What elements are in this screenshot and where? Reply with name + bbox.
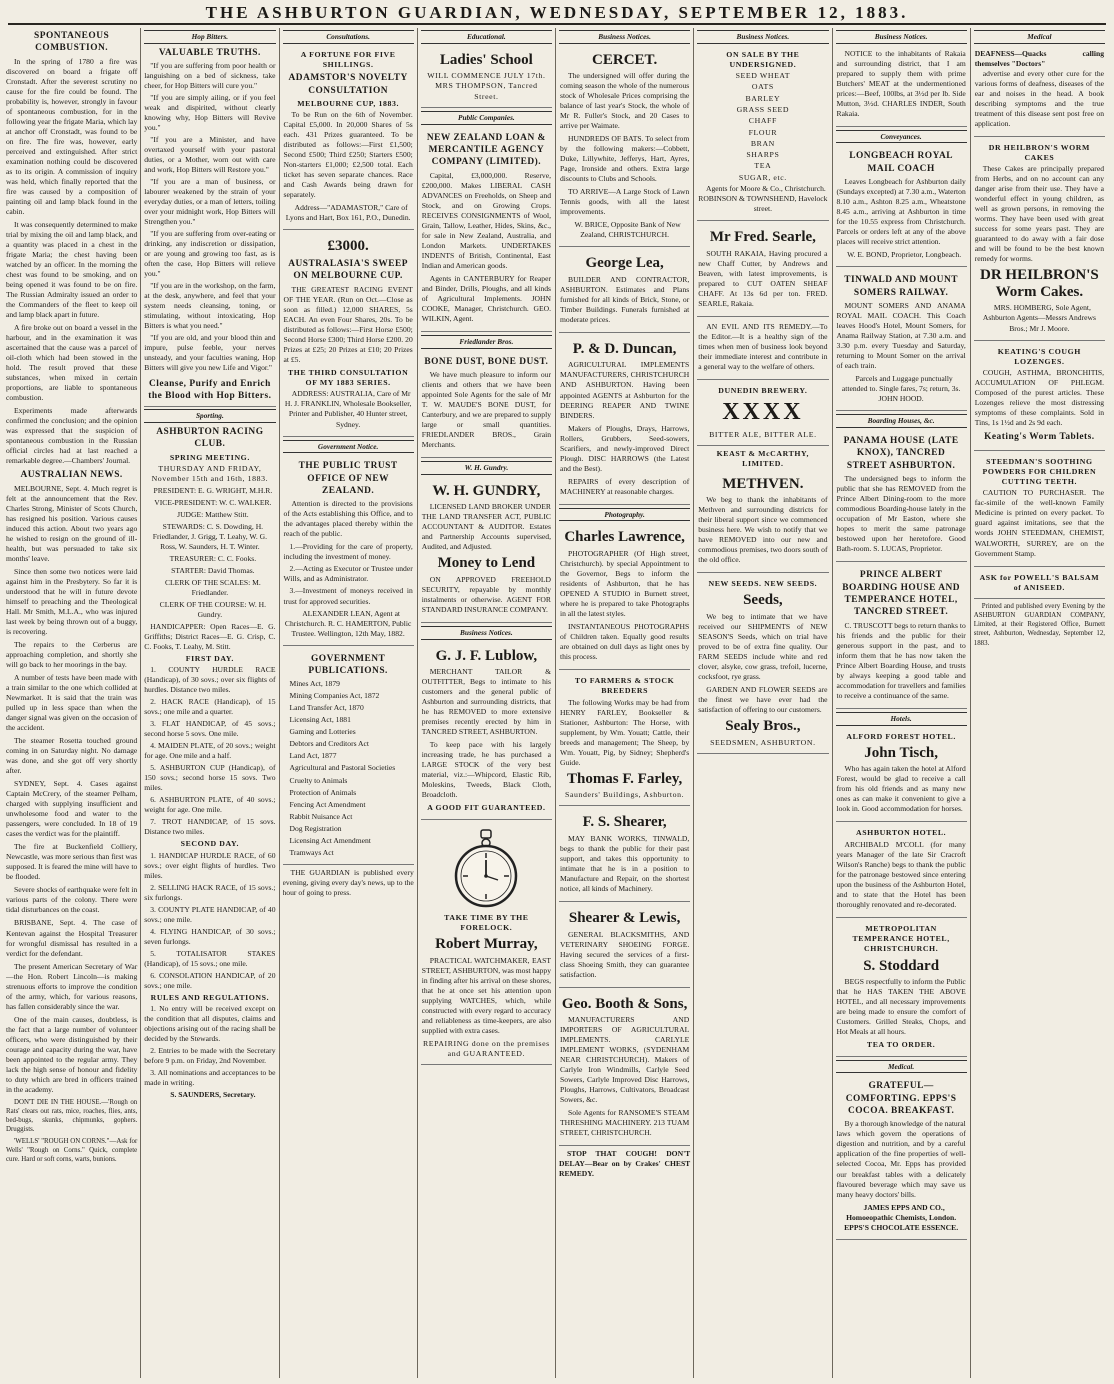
section-header: Educational. (421, 30, 552, 44)
race: 5. TOTALISATOR STAKES (Handicap), of 15 sovs.; one mile. (144, 948, 276, 968)
publication: Gaming and Lotteries (289, 727, 356, 737)
race: 2. HACK RACE (Handicap), of 15 sovs.; one mile and a quarter. (144, 697, 276, 717)
article-paragraph: Experiments made afterwards confirmed the conclusion; and the opinion was expressed that the suspicion of spontaneous combustion in the Russian official circles had at last reached a remarkable degree.—Chambers' Journal. (6, 406, 138, 466)
official: STEWARDS: C. S. Dowding, H. Friedlander, J. Grigg, T. Leahy, W. G. Ross, W. Saunders, H. T. Winter. (152, 521, 268, 551)
seed-item: SEED WHEAT (735, 71, 791, 81)
ad-body: MOUNT SOMERS AND ANAMA ROYAL MAIL COACH. This Coach leaves Hood's Hotel, Mount Somers, for Anama Railway Station, at 7.30 a.m. and 3.30 p.m. every Tuesday and Saturday, returning to Mount Somer on the arrival of each train. (836, 301, 966, 371)
ad-line: "If you are suffering from over-eating or drinking, any indiscretion or dissipation, or are young and growing too fast, as is often the case, Hop Bitters will relieve you." (144, 229, 276, 279)
signature: MRS. HOMBERG, Sole Agent, Ashburton Agents—Messrs Andrews Bros.; Mr J. Moore. (982, 303, 1096, 333)
news-paragraph: The repairs to the Cerberus are approaching completion, and shortly she will go back to her moorings in the bay. (6, 640, 138, 670)
footer-ad: 'WELLS' "ROUGH ON CORNS."—Ask for Wells' "Rough on Corns." Quick, complete cure. Hard or soft corns, warts, bunions. (6, 1138, 138, 1164)
ad-worm-cakes (974, 140, 1105, 341)
column-4 (421, 28, 556, 1378)
ad-body: Attention is directed to the provisions of the Acts establishing this Office, and to the advantages placed thereby within the reach of the public. (283, 499, 413, 539)
official: JUDGE: Matthew Stitt. (177, 509, 249, 519)
ad-body: NOTICE to the inhabitants of Rakaia and surrounding district, that I am prepared to supply them with prime Butchers' MEAT at the undermentioned prices:—Beef, 100lbs, at 3½d per lb. Side Mutton, 3½d. CHARLES INDER, South Rakaia. (836, 48, 966, 118)
official: PRESIDENT: E. G. WRIGHT, M.H.R. (153, 485, 273, 495)
signature: JAMES EPPS AND CO., Homoeopathic Chemists, London. EPPS'S CHOCOLATE ESSENCE. (844, 1202, 959, 1232)
section-header: Business Notices. (836, 30, 967, 44)
ad-slogan: Cleanse, Purify and Enrich the Blood with Hop Bitters. (144, 376, 275, 408)
column-3 (283, 28, 418, 1378)
ad-duncan (559, 336, 690, 505)
section-header: Friedlander Bros. (421, 335, 552, 349)
race: 6. ASHBURTON PLATE, of 40 sovs.; weight for age. One mile. (144, 795, 276, 815)
ad-note: A GOOD FIT GUARANTEED. (427, 803, 546, 813)
ad-note: REPAIRING done on the premises and GUARANTEED. (422, 1038, 550, 1059)
ad-title: NEW SEEDS. NEW SEEDS. (708, 579, 818, 589)
ad-title: S. Stoddard (863, 957, 940, 974)
ad-seed-sale (697, 47, 828, 221)
ad-title: STEEDMAN'S SOOTHING POWDERS FOR CHILDREN CUTTING TEETH. (982, 456, 1097, 487)
ad-body: AN EVIL AND ITS REMEDY.—To the Editor.—It is a healthy sign of the times when men of business look beyond their immediate interest and contribute in a general way to the welfare of others. (698, 321, 828, 371)
ad-title: ON SALE BY THE UNDERSIGNED. (726, 49, 800, 69)
ad-lublow (421, 643, 552, 820)
ad-title: DR HEILBRON'S Worm Cakes. (979, 267, 1099, 300)
section-header: Consultations. (283, 30, 414, 44)
news-paragraph: MELBOURNE, Sept. 4. Much regret is felt at the announcement that the Rev. Charles Strong, Minister of Scots Church, has resigned his position. Various causes induced this action. About two years ago he wished to resign on the ground of ill-health, but was persuaded to take six months' leave. (6, 483, 138, 563)
signature: W. BRICE, Opposite Bank of New Zealand, CHRISTCHURCH. (574, 220, 681, 240)
race: 5. ASHBURTON CUP (Handicap), of 150 sovs.; second horse 15 sovs. Two miles. (144, 763, 276, 793)
signature: ALEXANDER LEAN, Agent at Christchurch. R. C. HAMERTON, Public Trustee. Wellington, 12th May, 1882. (284, 608, 412, 638)
publication: Mines Act, 1879 (289, 679, 340, 689)
ad-title: Robert Murray, (435, 936, 538, 953)
seed-item: OATS (751, 82, 774, 92)
xxxx-logo: XXXX (722, 399, 804, 425)
ad-body: HUNDREDS OF BATS. To select from by the following makers:—Cobbett, Duke, Lillywhite, Jefferys, Hart, Ayres, Page, Ironside and others. Extra large discounts to Clubs and Schools. (560, 134, 690, 184)
day-title: FIRST DAY. (185, 653, 234, 663)
ad-body: REPAIRS of every description of MACHINERY at reasonable charges. (560, 476, 690, 496)
ad-subtitle: ADAMSTOR'S NOVELTY CONSULTATION (288, 73, 408, 96)
rule: 2. Entries to be made with the Secretary before 9 p.m. on Friday, 2nd November. (144, 1046, 276, 1066)
ad-body: ARCHIBALD M'COLL (for many years Manager of the late Sir Cracroft Wilson's Ranche) begs to thank the public for the patronage bestowed since entering upon the business of the Ashburton Hotel, and to state that the Hotel has been thoroughly renovated and re-decorated. (836, 839, 966, 909)
imprint: Printed and published every Evening by the ASHBURTON GUARDIAN COMPANY, Limited, at their Registered Office, Burnett street, Ashburton, Wednesday, September 12, 1883. (973, 603, 1105, 647)
ad-body: THE GREATEST RACING EVENT OF THE YEAR. (Run on Oct.—Close as soon as filled.) 12,000 SHARES, 5s EACH. An even Four Shares, 20s. To be distributed as follows:—First Horse £500; Second Horse £300; Third Horse £200. 20 Prizes at £25; 20 Prizes at £10; 20 Prizes at £5. (283, 284, 413, 364)
ad-title: PRINCE ALBERT BOARDING HOUSE AND TEMPERANCE HOTEL, TANCRED STREET. (842, 570, 961, 618)
news-paragraph: Since then some two notices were laid against him in the Presbytery. So far it is understood that he will in future devote himself to preaching and the Theological Hall. Mr Smith, M.L.A., who was injured last week by being thrown out of a buggy, is recovering. (6, 566, 138, 637)
ad-title: CERCET. (592, 51, 658, 68)
publication: Land Transfer Act, 1870 (289, 703, 364, 713)
section-header: Business Notices. (559, 30, 690, 44)
ad-title: TO FARMERS & STOCK BREEDERS (574, 675, 675, 696)
news-title: AUSTRALIAN NEWS. (20, 470, 123, 481)
publication: Licensing Act, 1881 (289, 715, 351, 725)
ad-title: GRATEFUL—COMFORTING. EPPS'S COCOA. BREAKFAST. (845, 1081, 957, 1117)
official: CLERK OF THE COURSE: W. H. Gundry. (159, 599, 267, 619)
article-paragraph: It was consequently determined to make trial by mixing the oil and lamp black, and a quantity was placed in a chest in the frigate Maria; the chest having been watched by an officer. In the morning the chest was found to be smoking, and on being opened it was found to be on fire. The Russian Admiralty issued an order to the Commanders of the fleet to keep oil and lamp black apart in future. (6, 220, 138, 320)
ad-title: ALFORD FOREST HOTEL. (846, 731, 956, 741)
ad-title: P. & D. Duncan, (572, 340, 677, 357)
ad-body: To keep pace with his largely increasing trade, he has purchased a LARGE STOCK of the very best material, viz.:—Whipcord, Elastic Rib, Moleskins, Tweeds, Black Cloth, Broadcloth. (421, 740, 551, 800)
ad-title: METHVEN. (722, 475, 804, 492)
ad-powell (974, 570, 1105, 600)
ad-searle (697, 224, 828, 317)
ad-body: These Cakes are principally prepared from Herbs, and on no account can any danger arise from their use. They have a wonderful effect in young children, as well as grown persons, in removing the worms. They have been used with great success for some years past. They are guaranteed to do away with a fair dose and will be found to be the best known remedy for worms. (974, 164, 1104, 264)
ad-body: SOUTH RAKAIA, Having procured a new Chaff Cutter, by Andrews and Beaven, with latest improvements, is prepared to CUT OATEN SHEAF CHAFF. At 13s 6d per ton. FRED. SEARLE, Rakaia. (698, 248, 828, 308)
seed-item: SHARPS (746, 150, 780, 160)
race: 1. COUNTY HURDLE RACE (Handicap), of 30 sovs.; over six flights of hurdles. Distance two miles. (144, 665, 276, 695)
ad-body: Agents in CANTERBURY for Reaper and Binder, Drills, Ploughs, and all kinds of Agricultural Implements. JOHN COOKE, Manager, Christchurch. GEO. WILKIN, Agent. (421, 273, 551, 324)
ad-title: F. S. Shearer, (582, 814, 667, 831)
ad-line: "If you are a Minister, and have overtaxed yourself with your pastoral duties, or a Mother, worn out with care and work, Hop Bitters will Restore you." (144, 135, 276, 175)
footer-ad: DON'T DIE IN THE HOUSE.—'Rough on Rats' clears out rats, mice, roaches, flies, ants, bed-bugs, skunks, chipmunks, gophers. Druggists. (6, 1098, 138, 1134)
race: 4. MAIDEN PLATE, of 20 sovs.; weight for age. One mile and a half. (144, 741, 276, 761)
ad-title: Ladies' School (439, 51, 533, 68)
publication: Dog Registration (289, 823, 342, 833)
race: 3. FLAT HANDICAP, of 45 sovs.; second horse 5 sovs. One mile. (144, 719, 276, 739)
section-header: Medical (974, 30, 1105, 44)
ad-deafness (974, 47, 1105, 137)
ad-address: Address—"ADAMASTOR," Care of Lyons and Hart, Box 161, P.O., Dunedin. (285, 203, 411, 223)
official: CLERK OF THE SCALES: M. Friedlander. (164, 577, 261, 597)
ad-alford (836, 729, 967, 823)
seed-item: BRAN (750, 138, 775, 148)
news-paragraph: The fire at Buckenfield Colliery, Newcastle, was more serious than first was supposed. It is feared the mine will have to be flooded. (6, 842, 138, 882)
ad-shearer (559, 809, 690, 902)
signature: S. SAUNDERS, Secretary. (170, 1090, 256, 1100)
ad-publications (283, 649, 414, 865)
column-6 (697, 28, 832, 1378)
official: TREASURER: C. C. Fooks. (169, 553, 257, 563)
ad-body: INSTANTANEOUS PHOTOGRAPHS of Children taken. Equally good results are obtained on dull days as light ones by this process. (560, 621, 690, 661)
column-5 (559, 28, 694, 1378)
article-title: SPONTANEOUS COMBUSTION. (34, 31, 110, 54)
ad-methven (697, 471, 828, 574)
ad-title: Shearer & Lewis, (568, 910, 681, 926)
ad-title: Mr Fred. Searle, (709, 229, 816, 246)
ad-title: DR HEILBRON'S WORM CAKES (988, 142, 1090, 163)
ad-panama (836, 431, 967, 562)
ad-subtitle: AUSTRALASIA'S SWEEP ON MELBOURNE CUP. (288, 258, 408, 282)
publication: Tramways Act (289, 847, 334, 857)
publication: Debtors and Creditors Act (289, 739, 370, 749)
column-2 (144, 28, 279, 1378)
column-7 (836, 28, 971, 1378)
ad-note: KEAST & McCARTHY, LIMITED. (716, 448, 810, 469)
section-header: Medical. (836, 1060, 967, 1074)
ad-body: GARDEN AND FLOWER SEEDS are the finest we have ever had the satisfaction of offering to our customers. (698, 685, 828, 715)
ad-title: W. H. GUNDRY, (432, 482, 541, 499)
ad-shearer-lewis (559, 905, 690, 988)
ad-body: AGRICULTURAL IMPLEMENTS MANUFACTURERS, CHRISTCHURCH AND ASHBURTON. Having been appointed AGENTS at Ashburton for the DEERING REAPER AND TWINE BINDERS. (560, 360, 690, 420)
ad-body: 1.—Providing for the care of property, including the investment of money. (283, 542, 413, 562)
race: 1. HANDICAP HURDLE RACE, of 60 sovs.; over eight flights of hurdles. Two miles. (144, 850, 276, 880)
race: 4. FLYING HANDICAP, of 30 sovs.; seven furlongs. (144, 926, 276, 946)
section-header: Photography. (559, 508, 690, 522)
ad-body: SEEDSMEN, ASHBURTON. (710, 737, 816, 747)
meeting-dates: THURSDAY AND FRIDAY, November 15th and 16th, 1883. (151, 464, 269, 484)
ad-public-trust (283, 456, 414, 645)
publication: Fencing Act Amendment (289, 799, 366, 809)
race: 3. COUNTY PLATE HANDICAP, of 40 sovs.; one mile. (144, 904, 276, 924)
seed-item: GRASS SEED (736, 105, 790, 115)
ad-body: Saunders' Buildings, Ashburton. (565, 790, 685, 800)
signature: W. E. BOND, Proprietor, Longbeach. (847, 250, 962, 260)
ad-seeds (697, 576, 828, 754)
race: 6. CONSOLATION HANDICAP, of 20 sovs.; one mile. (144, 970, 276, 990)
section-header: Conveyances. (836, 130, 967, 144)
ad-bone-dust (421, 352, 552, 459)
ad-body: PRACTICAL WATCHMAKER, EAST STREET, ASHBURTON, was most happy in finding after his arrival on these shores, that he at once set his attention upon supplying WATCHES, which, while constructed with every regard to accuracy and reliableness as time-keepers, are also supplied with extra cases. (421, 955, 551, 1035)
rule: 1. No entry will be received except on the condition that all disputes, claims and objections arising out of the racing shall be decided by the Stewards. (144, 1004, 276, 1044)
ad-cricket (559, 47, 690, 248)
ad-body: WILL COMMENCE JULY 17th. MRS THOMPSON, Tancred Street. (427, 71, 546, 101)
ad-slogan: TAKE TIME BY THE FORELOCK. (444, 912, 529, 932)
ad-murray (421, 823, 552, 1066)
ad-body: PHOTOGRAPHER (Of High street, Christchurch). by special Appointment to the Governor, Begs to inform the residents of Ashburton, that he has OPENED A STUDIO in Burnett street, where he is prepared to take Photographs in all the latest styles. (560, 548, 690, 618)
ad-tinwald (836, 270, 967, 411)
ad-body: The following Works may be had from HENRY FARLEY, Bookseller & Stationer, Ashburton: The Horse, with supplement, by Wm. Youatt; Cattle, their breeds and management; The Sheep, by Wm. Youatt, Pig, by Sidney; Shepherd's Guide. (560, 697, 690, 767)
ad-body: MAY BANK WORKS, TINWALD, begs to thank the public for their past support, and takes this opportunity to intimate that he is in a position to Manufacture and Repair, on the shortest notice, all kinds of Machinery. (560, 833, 690, 893)
ad-body: Who has again taken the hotel at Alford Forest, would be glad to receive a call from his old friends and as many new ones as can make it convenient to give a look in. Good accommodation for horses. (836, 764, 966, 814)
ad-title: ASK for POWELL'S BALSAM of ANISEED. (979, 572, 1100, 592)
ad-body: Sole Agents for RANSOME'S STEAM THRESHING MACHINERY. 213 TUAM STREET, CHRISTCHURCH. (560, 1108, 690, 1138)
news-paragraph: Severe shocks of earthquake were felt in various parts of the colony. There were tidal disturbances on the coast. (6, 885, 138, 915)
ad-title: DEAFNESS—Quacks calling themselves "Doctors" (974, 48, 1104, 68)
ad-body: BEGS respectfully to inform the Public that he HAS TAKEN THE ABOVE HOTEL, and all necessary improvements are being made to ensure the comfort of Customers. Grilled Steaks, Chops, and Hot Meals at all hours. (836, 977, 966, 1037)
news-paragraph: A number of tests have been made with a train similar to the one which collided at Newmarket. It is said that the train was pulled up in less space than when the danger signal was given on the occasion of the accident. (6, 673, 138, 733)
section-header: Business Notices. (421, 626, 552, 640)
ad-cough: STOP THAT COUGH! DON'T DELAY—Bear on by Crakes' CHEST REMEDY. (559, 1149, 691, 1179)
ad-epps (836, 1076, 967, 1239)
news-paragraph: The steamer Rosetta touched ground coming in on Saturday night. No damage was done, and she got off very shortly after. (6, 736, 138, 776)
ad-adamastor (283, 47, 414, 231)
ad-ladies-school (421, 47, 552, 108)
ad-gundry (421, 478, 552, 623)
ad-nz-loan (421, 128, 552, 332)
ad-amount: £3000. (327, 238, 369, 255)
ad-title: METROPOLITAN TEMPERANCE HOTEL, CHRISTCHURCH. (852, 923, 950, 954)
ad-body: BUILDER AND CONTRACTOR, ASHBURTON. Estimates and Plans furnished for all kinds of Brick, Stone, or Timber Buildings. Funerals furnished at moderate prices. (560, 274, 690, 324)
ad-address: ADDRESS: AUSTRALIA, Care of Mr H. J. FRANKLIN, Wholesale Bookseller, Printer and Publisher, 40 Hunter street, Sydney. (284, 389, 412, 429)
ad-body: C. TRUSCOTT begs to return thanks to his friends and the public for their generous support in the past, and to inform them that he has now taken the Prince Albert Boarding House, and trusts by always keeping a good table and accommodation for travellers and families to receive a continuance of the same. (836, 620, 966, 700)
ad-title: G. J. F. Lublow, (435, 647, 538, 664)
newspaper-page (6, 28, 1108, 1378)
brewery-title: DUNEDIN BREWERY. (718, 385, 808, 395)
official: HANDICAPPER: Open Races—E. G. Griffiths; District Races—E. G. Crisp, C. C. Fooks, T. Leahy, M. Stitt. (144, 621, 276, 651)
ad-notice (836, 47, 967, 127)
ad-event: MELBOURNE CUP, 1883. (297, 99, 400, 108)
ad-stoddard (836, 921, 967, 1057)
section-header: Government Notice. (283, 440, 414, 454)
ad-body: To be Run on the 6th of November. Capital £5,000. In 20,000 Shares of 5s each. 431 Prizes guaranteed. To be distributed as follows:—First £1,500; Second £500; Third £250; Starters £500; Non-starters £1,000; £2,500 total. Each ticket has seven separate chances. Race and Cash Awards being drawn for separately. (283, 110, 413, 200)
ad-body: We beg to intimate that we have received our SHIPMENTS of NEW SEASON'S Seeds, which on trial have proved to be of extra fine quality. Our FARM SEEDS include white and red clover, alsyke, cow grass, trefoil, lucerne, cocksfoot, rye grass. (698, 611, 828, 681)
publication: Licensing Act Amendment (289, 835, 371, 845)
ad-steedman (974, 454, 1105, 567)
ad-lawrence (559, 524, 690, 670)
ad-booth (559, 991, 690, 1147)
ad-body: MANUFACTURERS AND IMPORTERS OF AGRICULTURAL IMPLEMENTS. CARLYLE IMPLEMENT WORKS, (SYDENHAM NEAR CHRISTCHURCH). Makers of Carlyle Iron Windmills, Carlyle Seed Sowers, Carlyle Improved Disc Harrows, Ploughs, Harrows, Cultivators, Broadcast Sowers, &c. (560, 1015, 690, 1105)
seed-item: SUGAR, etc. (738, 172, 787, 182)
ad-body: ON APPROVED FREEHOLD SECURITY, repayable by monthly instalments or otherwise. AGENT FOR STANDARD INSURANCE COMPANY. (421, 574, 551, 614)
ad-lea (559, 250, 690, 333)
ad-body: TO ARRIVE—A Large Stock of Lawn Tennis goods, with all the latest improvements. (560, 187, 690, 217)
ad-farley (559, 673, 690, 806)
ad-title: Sealy Bros., (725, 718, 801, 735)
rule: 3. All nominations and acceptances to be made in writing. (144, 1068, 276, 1088)
section-header: Public Companies. (421, 111, 552, 125)
seed-item: BARLEY (745, 93, 781, 103)
ad-body: Capital, £3,000,000. Reserve, £200,000. Makes LIBERAL CASH ADVANCES on Freeholds, on Sheep and Stock, and on Growing Crops. RECEIVES CONSIGNMENTS of Wool, Grain, Tallow, Leather, Hides, Skins, &c., for sale in New Zealand, Australia, and London Markets. UNDERTAKES INDENTS of British, Continental, East Indian and American goods. (421, 170, 551, 270)
ad-title: VALUABLE TRUTHS. (158, 47, 261, 58)
ad-title: Geo. Booth & Sons, (561, 995, 688, 1012)
ad-title: GOVERNMENT PUBLICATIONS. (308, 653, 388, 676)
publication: Cruelty to Animals (289, 775, 348, 785)
seed-item: CHAFF (748, 116, 777, 126)
news-paragraph: One of the main causes, doubtless, is the fact that a large number of volunteer officers, who were distinguished by their courage and capacity during the war, have been appointed to the regular army. They lack the high sense of honour and fidelity to duty which are bred in officers trained in the academy. (6, 1014, 138, 1094)
rules-title: RULES AND REGULATIONS. (150, 992, 270, 1002)
seed-item: FLOUR (748, 127, 778, 137)
section-header: Hotels. (836, 712, 967, 726)
publication: Mining Companies Act, 1872 (289, 691, 380, 701)
brewery-line: BITTER ALE, BITTER ALE. (709, 429, 817, 439)
ad-body: 3.—Investment of moneys received in trust for approved securities. (283, 586, 413, 606)
ad-brewery (697, 383, 828, 446)
publication: Land Act, 1877 (289, 751, 337, 761)
ad-australasia (283, 233, 414, 436)
ad-note: THE THIRD CONSULTATION OF MY 1883 SERIES. (287, 367, 409, 388)
ad-title: TINWALD AND MOUNT SOMERS RAILWAY. (844, 275, 958, 298)
article-paragraph: In the spring of 1780 a fire was discovered on board a frigate off Cronstadt. After the severest scrutiny no cause for the fire could be found. The probability is, however, strongly in favour of spontaneous combustion, for in the following year the frigate Maria, which lay at anchor off Cronstadt, was found to be on fire. The fire was, however, early perceived and extinguished. After strict examination nothing could be discovered as to its origin. A commission of inquiry was held, which finally reported that the fire was caused by a composition of painting oil and lamp black found in the cabin. (6, 56, 138, 217)
ad-body: COUGH, ASTHMA, BRONCHITIS, ACCUMULATION OF PHLEGM. Composed of the purest articles. These Lozenges relieve the most distressing symptoms of these complaints. Sold in Tins, 1s 1½d and 2s 9d each. (974, 368, 1104, 428)
ad-body: Leaves Longbeach for Ashburton daily (Sundays excepted) at 7.30 a.m., Waterton 8.10 a.m., Ashton 8.25 a.m., Wheatstone 8.45 a.m., arriving at Ashburton in time for the 10.55 express from Christchurch. Parcels or orders left at any of the above places will receive strict attention. (836, 177, 966, 247)
column-1 (6, 28, 141, 1378)
ad-body: advertise and every other cure for the various forms of deafness, diseases of the ear and noises in the head. A book describing symptoms and the true treatment of this disease sent post free on application. (974, 68, 1104, 128)
ad-line: "If you are old, and your blood thin and impure, pulse feeble, your nerves unsteady, and your faculties waning, Hop Bitters will give you new Life and Vigor." (144, 333, 276, 373)
guardian-note: THE GUARDIAN is published every evening, giving every day's news, up to the hour of going to press. (282, 867, 414, 897)
ad-body: We have much pleasure to inform our clients and others that we have been appointed Sole Agents for the sale of Mr T. W. MAUDE'S BONE DUST, for Canterbury, and we are prepared to supply large or small quantities. FRIEDLANDER BROS., Grain Merchants. (421, 370, 551, 450)
ad-ashburton-hotel (836, 825, 967, 917)
news-paragraph: The present American Secretary of War—the Hon. Robert Lincoln—is making strenuous efforts to improve the condition of the army, which, for various reasons, has fallen considerably since the war. (6, 961, 138, 1011)
ad-title: LONGBEACH ROYAL MAIL COACH (849, 151, 954, 174)
article-paragraph: A fire broke out on board a vessel in the harbour, and in the examination it was ascertained that the cause was a parcel of oil-cloth which had been stowed in the hold. The result proved that these substances, when mixed in certain proportions, are liable to spontaneous combustion. (6, 323, 138, 403)
signature: Parcels and Luggage punctually attended to. Single fares, 7s; return, 3s. JOHN HOOD. (841, 374, 961, 404)
ad-body: The undersigned begs to inform the public that she has REMOVED from the Prince Albert Dining-room to the more commodious Boarding-house lately in the occupation of Mr Easton, where she hopes to merit the same patronage bestowed upon her heretofore. Good Bath-room. S. LUCAS, Proprietor. (836, 474, 966, 554)
signature: Agents for Moore & Co., Christchurch. ROBINSON & TOWNSHEND, Havelock street. (698, 184, 828, 214)
ad-body: We beg to thank the inhabitants of Methven and surrounding districts for their liberal support since we commenced business here. We wish to notify that we have REMOVED into our new and commodious premises, two doors south of the old office. (698, 495, 828, 565)
section-header: Sporting. (144, 409, 275, 423)
meeting-title: SPRING MEETING. (169, 452, 250, 462)
ad-title: ASHBURTON HOTEL. (856, 828, 947, 838)
section-header: Boarding Houses, &c. (836, 414, 967, 428)
pocket-watch-icon (422, 828, 551, 910)
column-8 (974, 28, 1108, 1378)
section-header: W. H. Gundry. (421, 461, 552, 475)
publication: Rabbit Nuisance Act (289, 811, 353, 821)
ad-title: Charles Lawrence, (564, 529, 685, 546)
ad-title: George Lea, (585, 255, 664, 272)
ad-title: THE PUBLIC TRUST OFFICE OF NEW ZEALAND. (298, 461, 398, 496)
ad-keating (974, 344, 1105, 451)
ad-line: "If you are simply ailing, or if you feel weak and dispirited, without clearly knowing why, Hop Bitters will Revive you." (144, 93, 276, 133)
section-header: Hop Bitters. (144, 30, 275, 44)
ad-body: By a thorough knowledge of the natural laws which govern the operations of digestion and nutrition, and by a careful application of the fine properties of well-selected Cocoa, Mr. Epps has provided our breakfast tables with a delicately flavoured beverage which may save us many heavy doctors' bills. (836, 1119, 966, 1199)
ad-line: "If you are in the workshop, on the farm, at the desk, anywhere, and feel that your system needs cleansing, toning, or stimulating, without intoxicating, Hop Bitters is what you need." (144, 281, 276, 331)
club-title: ASHBURTON RACING CLUB. (156, 426, 264, 450)
ad-body: MERCHANT TAILOR & OUTFITTER, Begs to intimate to his customers and the general public of Ashburton and surrounding districts, that he has REMOVED to more extensive premises recently erected by him in TANCRED STREET, ASHBURTON. (421, 667, 551, 737)
ad-title: John Tisch, (864, 744, 938, 761)
ad-body: CAUTION TO PURCHASER. The fac-simile of the well-known Family Medicine is printed on every packet. To guard against imitations, see that the words JOHN STEEDMAN, CHEMIST, WALWORTH, SURREY, are on the Government Stamp. (974, 488, 1104, 558)
ad-line: "If you are suffering from poor health or languishing on a bed of sickness, take cheer, for Hop Bitters will cure you." (144, 61, 276, 91)
ad-body: GENERAL BLACKSMITHS, AND VETERINARY SHOEING FORGE. Having secured the services of a first-class Shoeing Smith, they can guarantee satisfaction. (560, 929, 690, 979)
ad-title: Keating's Worm Tablets. (984, 432, 1095, 443)
ad-body: The undersigned will offer during the coming season the whole of the numerous stock of Wholesale Prices comprising the balance of last year's Stock, the whole of Mr R. Fuller's Stock, and 20 Cases to arrive per Waimate. (560, 71, 690, 131)
race: 2. SELLING HACK RACE, of 15 sovs.; six furlongs. (144, 882, 276, 902)
ad-line: "If you are a man of business, or labourer weakened by the strain of your everyday duties, or a man of letters, toiling over your midnight work, Hop Bitters will Strengthen you." (144, 177, 276, 227)
news-paragraph: BRISBANE, Sept. 4. The case of Kentevan against the Hospital Treasurer for wrongful dismissal has resulted in a verdict for the defendant. (6, 918, 138, 958)
publication: Agricultural and Pastoral Societies (289, 763, 396, 773)
seed-item: TEA (754, 161, 772, 171)
ad-title: KEATING'S COUGH LOZENGES. (997, 346, 1081, 366)
ad-title: PANAMA HOUSE (LATE KNOX), TANCRED STREET ASHBURTON. (843, 435, 959, 471)
ad-note: TEA TO ORDER. (866, 1040, 936, 1050)
ad-title: Money to Lend (437, 555, 536, 572)
ad-prince-albert (836, 565, 967, 709)
section-header: Business Notices. (697, 30, 828, 44)
day-title: SECOND DAY. (180, 839, 240, 849)
official: VICE-PRESIDENT: W. C. WALKER. (154, 497, 272, 507)
ad-title: Seeds, (743, 592, 783, 609)
ad-title: Thomas F. Farley, (566, 770, 683, 787)
ad-coach (836, 146, 967, 267)
official: STARTER: David Thomas. (171, 565, 255, 575)
ad-body: Makers of Ploughs, Drays, Harrows, Rollers, Grubbers, Seed-sowers, Scarifiers, and newly-improved Direct Plough. DISC HARROWS (the Latest and the Best). (560, 423, 690, 473)
ad-body: LICENSED LAND BROKER UNDER THE LAND TRANSFER ACT, PUBLIC ACCOUNTANT & AUDITOR. Estates and Partnership Accounts supervised, Audited, and Adjusted. (421, 502, 551, 552)
ad-title: A FORTUNE FOR FIVE SHILLINGS. (300, 49, 396, 69)
publication: Protection of Animals (289, 787, 357, 797)
news-paragraph: SYDNEY, Sept. 4. Cases against Captain McCrery, of the steamer Pelham, charged with supplying insufficient and unwholesome food and water to the passengers, were concluded. In 18 of 19 cases the verdict was for the plaintiff. (6, 779, 138, 839)
ad-title: BONE DUST, BONE DUST. (424, 356, 549, 367)
article-evil (697, 320, 828, 380)
race: 7. TROT HANDICAP, of 15 sovs. Distance two miles. (144, 817, 276, 837)
masthead: THE ASHBURTON GUARDIAN, WEDNESDAY, SEPTEMBER 12, 1883. (8, 3, 1106, 25)
ad-title: NEW ZEALAND LOAN & MERCANTILE AGENCY COMPANY (LIMITED). (426, 132, 546, 168)
ad-body: 2.—Acting as Executor or Trustee under Wills, and as Administrator. (283, 564, 413, 584)
